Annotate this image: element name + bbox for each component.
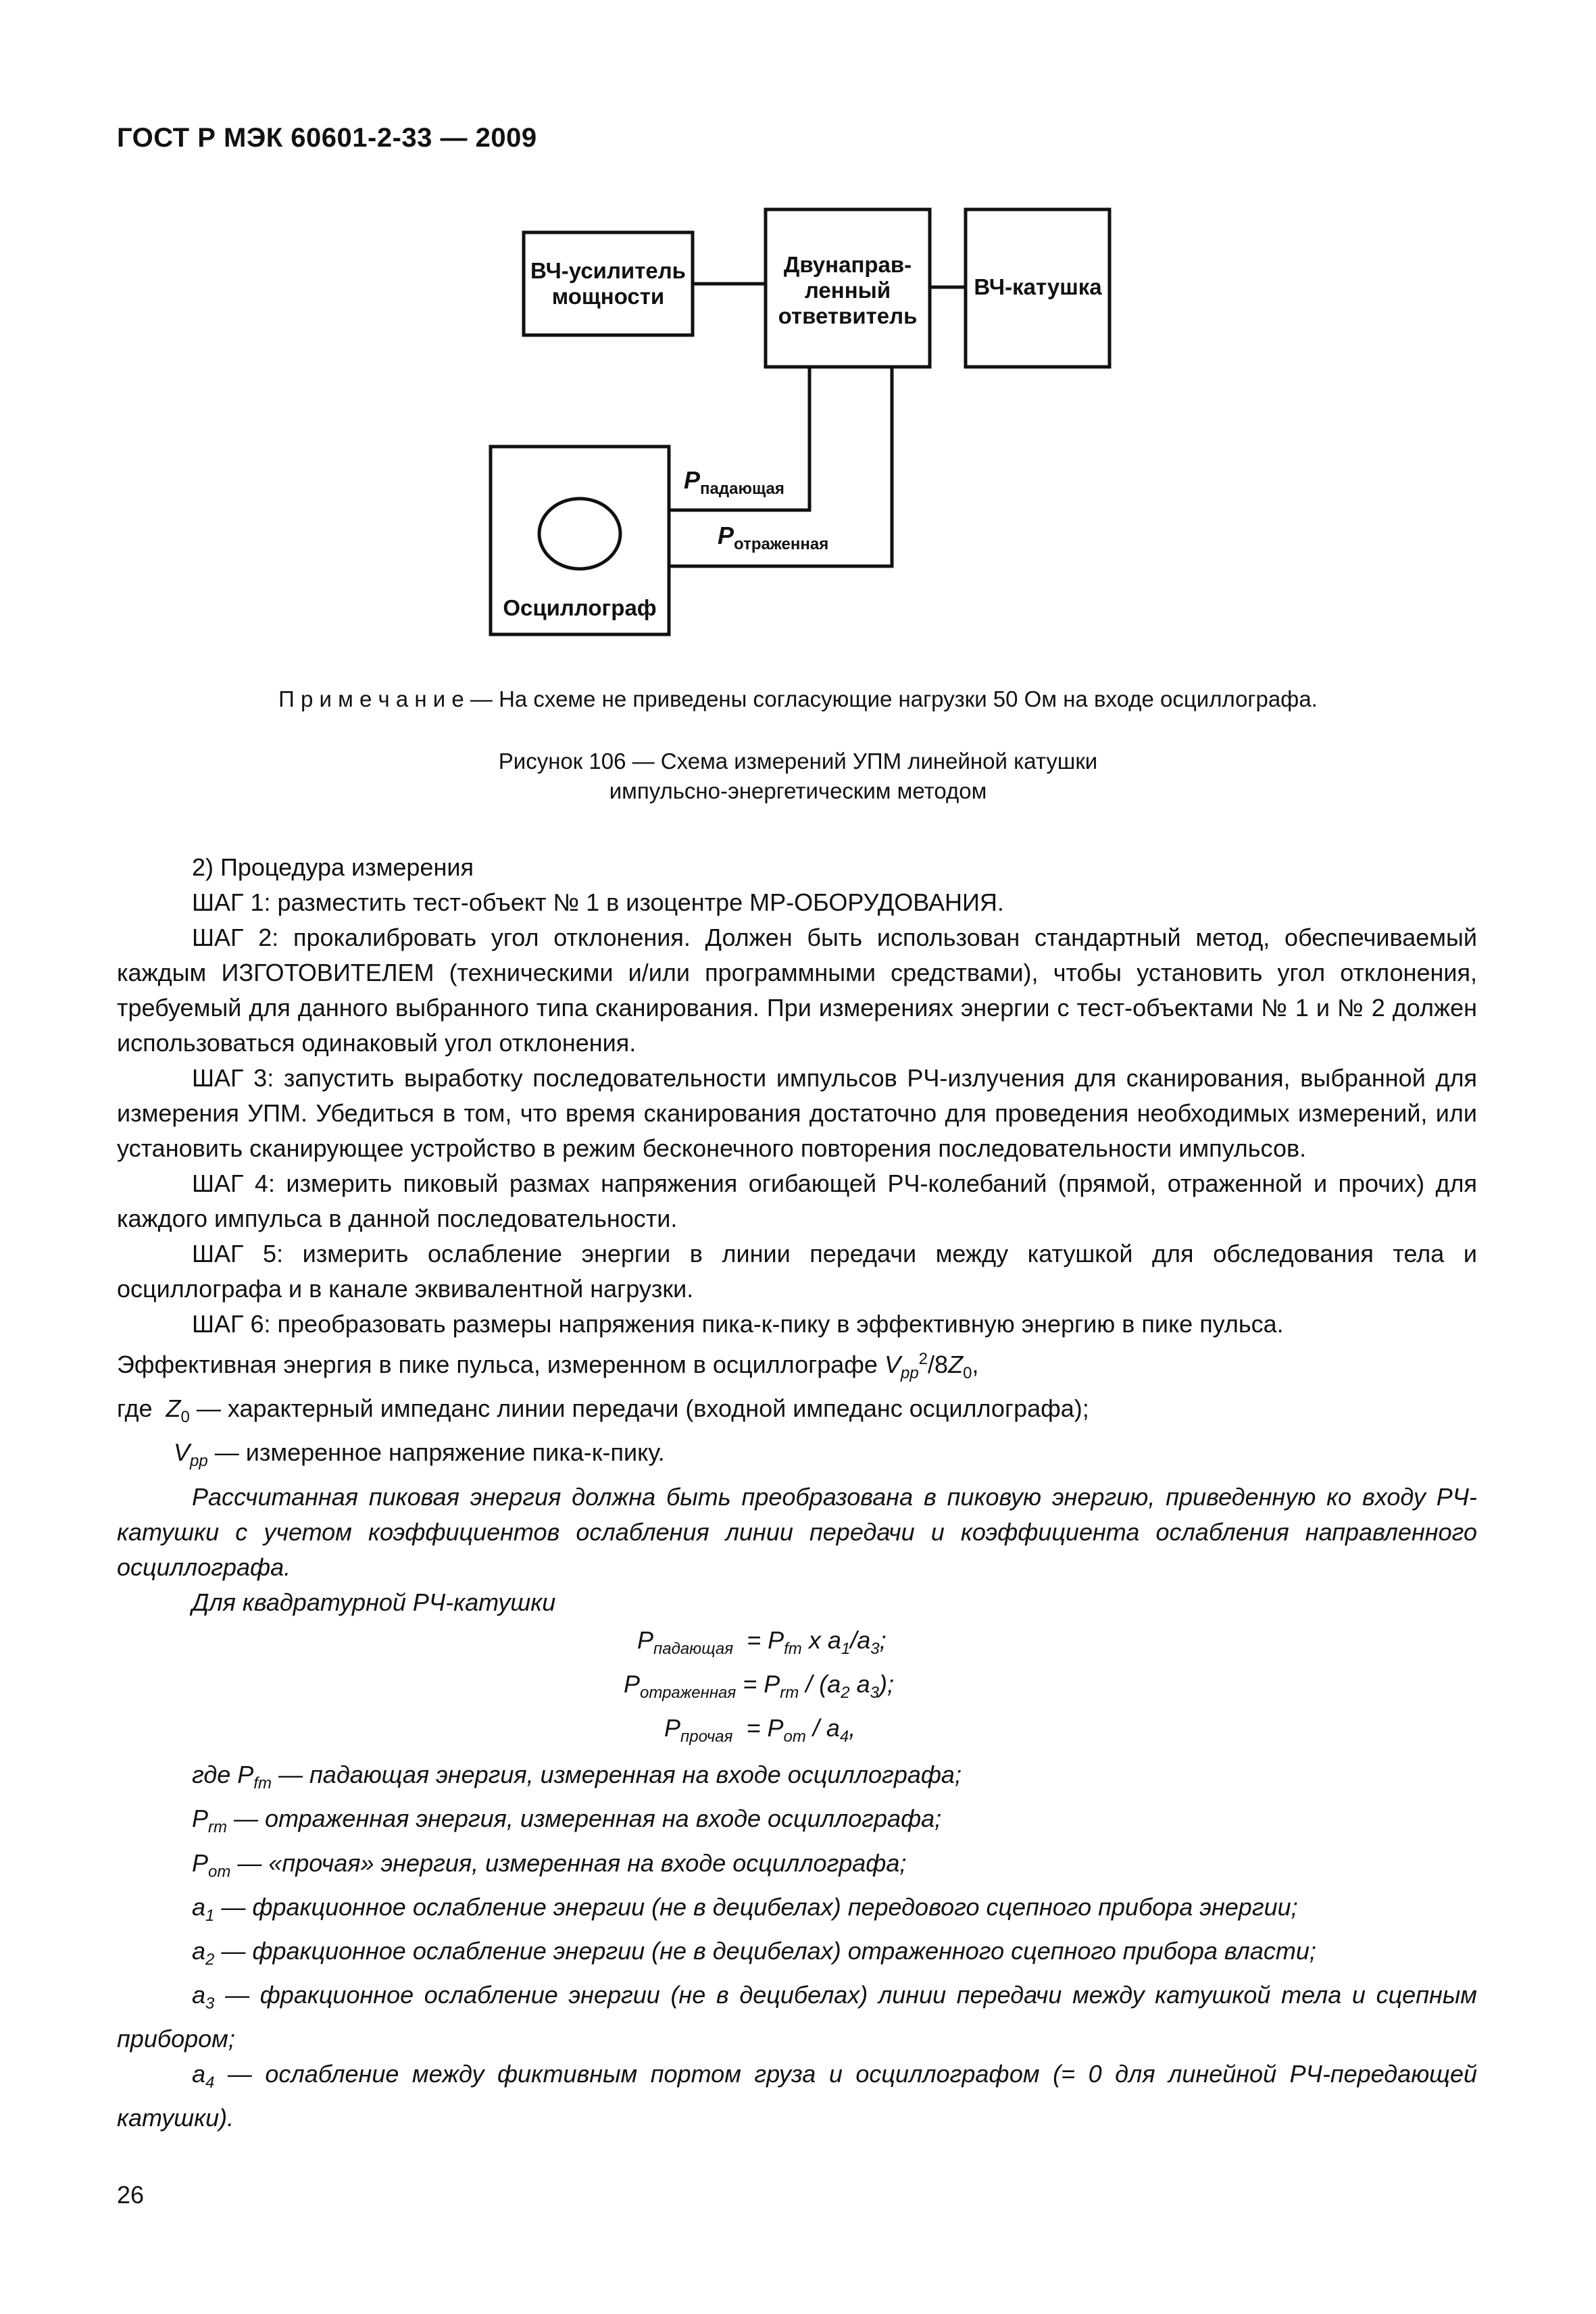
vpp-text: — измеренное напряжение пика-к-пику.	[214, 1438, 665, 1467]
signal-incident-sub: падающая	[700, 480, 784, 498]
step-2: ШАГ 2: прокалибровать угол отклонения. Должен быть использован стандартный метод, обеспечиваемый каждым ИЗГОТОВИТЕЛЕМ (техническими и/или программными средствами), чтобы установить угол отклонения, требуемый для данного выбранного типа сканирования. При измерениях энергии с тест-объектами № 1 и № 2 должен использоваться одинаковый угол отклонения.	[117, 924, 1477, 1057]
signal-incident-p: P	[684, 466, 701, 494]
signal-reflected-label	[718, 522, 828, 554]
step-5: ШАГ 5: измерить ослабление энергии в линии передачи между катушкой для обследования тела и осциллографа и в канале эквивалентной нагрузки.	[117, 1240, 1477, 1303]
formula-2: $P_{отраженная} = P_{rm} / (a_2$ $a_3$);	[624, 1669, 895, 1702]
formula-3: $P_{прочая} = P_{om} / a_4$,	[664, 1713, 856, 1746]
def-a1: $a_1$ — фракционное ослабление энергии (не в децибелах) передового сцепного прибора энергии;	[192, 1892, 1298, 1925]
signal-reflected-sub: отраженная	[734, 535, 829, 553]
document-header: ГОСТ Р МЭК 60601-2-33 — 2009	[117, 123, 537, 153]
def-prm-text: — отраженная энергия, измеренная на входе осциллографа;	[234, 1805, 942, 1833]
quad-coil-heading: Для квадратурной РЧ-катушки	[192, 1588, 556, 1616]
amplifier-label: ВЧ-усилитель мощности	[530, 258, 686, 309]
coil-label: ВЧ-катушка	[974, 274, 1102, 299]
def-a4: $a_4$ — ослабление между фиктивным портом груза и осциллографом (= 0 для линейной РЧ-передающей катушки).	[117, 2060, 1477, 2132]
page-number: 26	[117, 2181, 145, 2209]
where-z0-text: — характерный импеданс линии передачи (входной импеданс осциллографа);	[196, 1394, 1089, 1423]
def-a3-text: — фракционное ослабление энергии (не в децибелах) линии передачи между катушкой тела и сцепным прибором;	[117, 1981, 1477, 2053]
oscilloscope-label: Осциллограф	[503, 595, 657, 620]
def-a3: $a_3$ — фракционное ослабление энергии (не в децибелах) линии передачи между катушкой тела и сцепным прибором;	[117, 1981, 1477, 2053]
caption-line-2: импульсно-энергетическим методом	[609, 778, 987, 803]
formula-1: $P_{падающая} = P_{fm}$ x $a_1/a_3$;	[637, 1626, 887, 1658]
def-a4-text: — ослабление между фиктивным портом груза и осциллографом (= 0 для линейной РЧ-передающей катушки).	[117, 2060, 1477, 2132]
formula-block	[117, 1623, 1477, 1755]
def-a1-text: — фракционное ослабление энергии (не в децибелах) передового сцепного прибора энергии;	[221, 1892, 1298, 1921]
caption-line-1: Рисунок 106 — Схема измерений УПМ линейной катушки	[498, 749, 1098, 774]
def-prm: $P_{rm}$ — отраженная энергия, измеренная на входе осциллографа;	[192, 1805, 942, 1837]
oscilloscope-screen	[539, 499, 620, 569]
vpp-line: $V_{pp}$ — измеренное напряжение пика-к-пику.	[174, 1438, 665, 1471]
body-text	[117, 850, 1477, 2136]
step-3: ШАГ 3: запустить выработку последовательности импульсов РЧ-излучения для сканирования, выбранной для измерения УПМ. Убедиться в том, что время сканирования достаточно для проведения необходимых измерений, или установить сканирующее устройство в режим бесконечного повторения последовательности импульсов.	[117, 1064, 1477, 1162]
definitions	[117, 1757, 1477, 2136]
step-4: ШАГ 4: измерить пиковый размах напряжения огибающей РЧ-колебаний (прямой, отраженной и прочих) для каждого импульса в данной последовательности.	[117, 1169, 1477, 1232]
figure-note: П р и м е ч а н и е — На схеме не приведены согласующие нагрузки 50 Ом на входе осциллографа.	[278, 686, 1318, 711]
def-pfm-text: — падающая энергия, измеренная на входе осциллографа;	[278, 1761, 962, 1789]
signal-incident-label	[684, 466, 784, 499]
where-z0-line: где $Z_0$ — характерный импеданс линии передачи (входной импеданс осциллографа);	[117, 1394, 1089, 1427]
step-6-formula-text: Эффективная энергия в пике пульса, измеренном в осциллографе	[117, 1351, 878, 1378]
signal-reflected-p: P	[718, 522, 734, 549]
procedure-heading: 2) Процедура измерения	[192, 853, 474, 881]
figure-caption	[0, 747, 1596, 806]
def-pfm: где $P_{fm}$ — падающая энергия, измеренная на входе осциллографа;	[192, 1761, 962, 1793]
def-a2: $a_2$ — фракционное ослабление энергии (не в децибелах) отраженного сцепного прибора власти;	[192, 1936, 1316, 1969]
step-1: ШАГ 1: разместить тест-объект № 1 в изоцентре МР-ОБОРУДОВАНИЯ.	[192, 888, 1004, 916]
italic-paragraph: Рассчитанная пиковая энергия должна быть преобразована в пиковую энергию, приведенную ко входу РЧ-катушки с учетом коэффициентов ослабления линии передачи и коэффициента ослабления направленного осциллографа.	[117, 1482, 1477, 1581]
def-pom: $P_{om}$ — «прочая» энергия, измеренная на входе осциллографа;	[192, 1848, 907, 1881]
step-6: ШАГ 6: преобразовать размеры напряжения пика-к-пику в эффективную энергию в пике пульса.	[192, 1310, 1284, 1338]
def-a2-text: — фракционное ослабление энергии (не в децибелах) отраженного сцепного прибора власти;	[221, 1936, 1316, 1965]
step-6-formula-line: Эффективная энергия в пике пульса, измеренном в осциллографе $V_{pp}^2/8Z_0$,	[117, 1350, 979, 1383]
coupler-label: Двунаправ-ленный ответвитель	[778, 252, 918, 328]
def-pom-text: — «прочая» энергия, измеренная на входе осциллографа;	[237, 1848, 907, 1877]
